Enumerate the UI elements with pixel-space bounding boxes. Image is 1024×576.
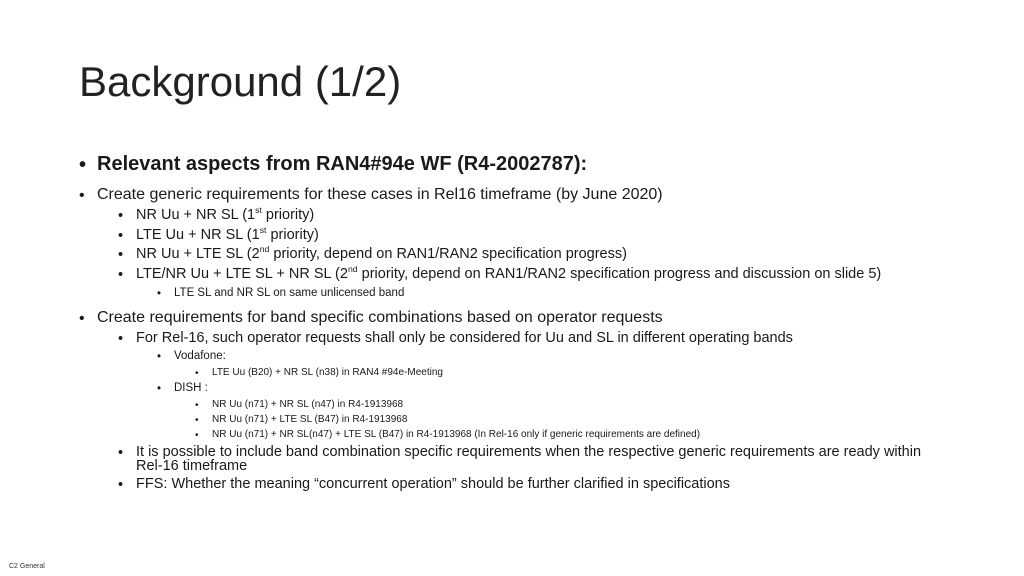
bullet-marker: • bbox=[118, 445, 124, 461]
bullet-marker: • bbox=[195, 415, 199, 426]
bullet-marker: • bbox=[118, 477, 124, 493]
bullet-marker: • bbox=[118, 331, 124, 347]
item-text: priority) bbox=[261, 207, 315, 223]
ordinal-suffix: st bbox=[259, 225, 267, 236]
bullet-marker: • bbox=[118, 208, 124, 224]
list-item: NR Uu (n71) + LTE SL (B47) in R4-1913968 bbox=[212, 414, 408, 425]
list-item bbox=[136, 225, 319, 243]
bullet-marker: • bbox=[157, 351, 162, 363]
bullet-marker: • bbox=[79, 310, 85, 327]
slide-title: Background (1/2) bbox=[79, 58, 402, 105]
list-item: LTE Uu (B20) + NR SL (n38) in RAN4 #94e-Meeting bbox=[212, 367, 443, 378]
bullet-marker: • bbox=[195, 430, 199, 441]
classification-footer: C2 General bbox=[9, 563, 45, 570]
item-text: NR Uu + NR SL (1 bbox=[136, 207, 256, 223]
list-item: LTE SL and NR SL on same unlicensed band bbox=[174, 287, 405, 299]
item-text: priority) bbox=[266, 227, 319, 243]
bullet-marker: • bbox=[79, 154, 87, 176]
list-item bbox=[136, 244, 627, 262]
bullet-marker: • bbox=[157, 383, 162, 395]
list-item: NR Uu (n71) + NR SL(n47) + LTE SL (B47) in R4-1913968 (In Rel-16 only if generic requirements are defined) bbox=[212, 429, 701, 440]
bullet-marker: • bbox=[79, 187, 85, 204]
list-item: NR Uu (n71) + NR SL (n47) in R4-1913968 bbox=[212, 399, 404, 410]
list-item bbox=[136, 205, 315, 223]
ordinal-suffix: st bbox=[255, 205, 262, 216]
list-item bbox=[136, 264, 882, 282]
bullet-marker: • bbox=[195, 400, 199, 411]
bullet-marker: • bbox=[118, 247, 124, 263]
ordinal-suffix: nd bbox=[259, 244, 270, 255]
item-text: priority, depend on RAN1/RAN2 specification progress and discussion on slide 5) bbox=[357, 266, 882, 282]
list-item: It is possible to include band combination specific requirements when the respective generic requirements are ready within bbox=[136, 444, 922, 460]
bullet-marker: • bbox=[118, 228, 124, 244]
list-item: Create requirements for band specific combinations based on operator requests bbox=[97, 309, 663, 326]
list-item: Create generic requirements for these cases in Rel16 timeframe (by June 2020) bbox=[97, 186, 663, 203]
list-item: For Rel-16, such operator requests shall only be considered for Uu and SL in different operating bands bbox=[136, 330, 793, 346]
section-heading: Relevant aspects from RAN4#94e WF (R4-2002787): bbox=[97, 153, 588, 175]
list-item: Vodafone: bbox=[174, 350, 226, 362]
bullet-marker: • bbox=[157, 288, 162, 300]
item-text: NR Uu + LTE SL (2 bbox=[136, 246, 260, 262]
list-item: FFS: Whether the meaning “concurrent operation” should be further clarified in specifications bbox=[136, 476, 730, 492]
item-text: priority, depend on RAN1/RAN2 specification progress) bbox=[269, 246, 627, 262]
item-text: LTE Uu + NR SL (1 bbox=[136, 227, 260, 243]
item-text: LTE/NR Uu + LTE SL + NR SL (2 bbox=[136, 266, 348, 282]
ordinal-suffix: nd bbox=[347, 264, 358, 275]
list-item: DISH : bbox=[174, 382, 208, 394]
bullet-marker: • bbox=[195, 368, 199, 379]
list-item-continuation: Rel-16 timeframe bbox=[136, 458, 248, 474]
bullet-marker: • bbox=[118, 267, 124, 283]
